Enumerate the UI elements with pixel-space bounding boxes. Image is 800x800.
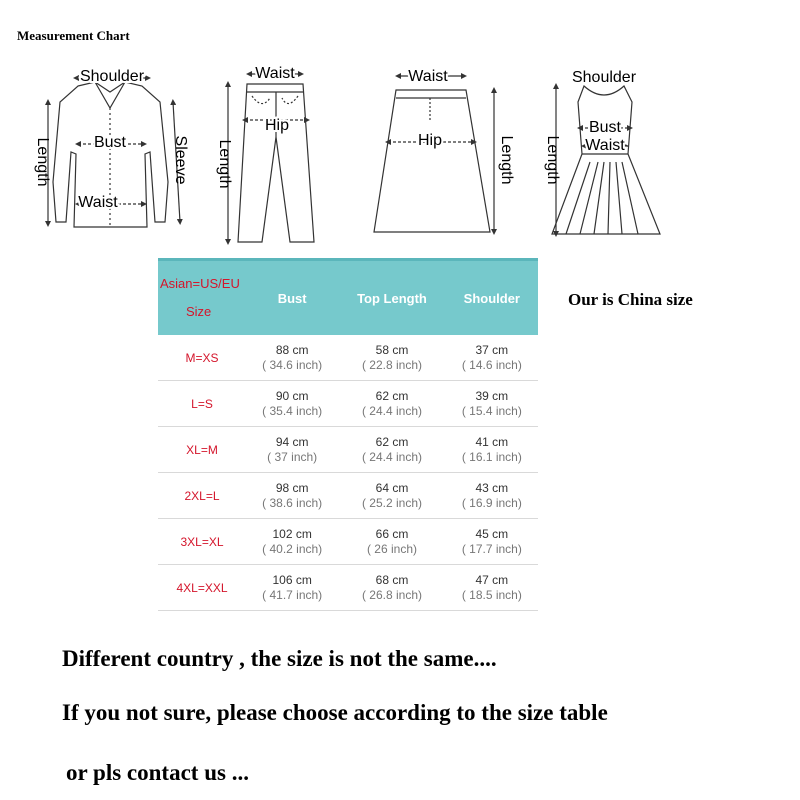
table-row: [158, 473, 538, 519]
bust-inch: ( 41.7 inch): [262, 587, 323, 602]
notice-line-2: If you not sure, please choose according to the size table: [62, 700, 608, 725]
length-inch: ( 22.8 inch): [361, 357, 422, 372]
length-cm: 64 cm: [375, 480, 409, 495]
length-inch: ( 25.2 inch): [361, 495, 422, 510]
skirt-length-label: Length: [498, 135, 515, 185]
length-cell: [338, 381, 445, 427]
skirt-hip-label: Hip: [417, 132, 443, 149]
size-column-header: [158, 260, 246, 336]
china-size-note: Our is China size: [568, 290, 693, 309]
pants-diagram: [228, 74, 314, 242]
length-inch: ( 24.4 inch): [361, 403, 422, 418]
size-cell: L=S: [158, 381, 246, 427]
bust-cm: 90 cm: [275, 388, 309, 403]
length-cell: [338, 519, 445, 565]
length-inch: ( 24.4 inch): [361, 449, 422, 464]
length-cm: 66 cm: [375, 526, 409, 541]
dress-waist-label: Waist: [585, 137, 625, 154]
pants-hip-label: Hip: [264, 117, 290, 134]
size-table: [158, 258, 538, 611]
shoulder-cm: 37 cm: [475, 342, 509, 357]
table-row: [158, 335, 538, 381]
bust-cm: 94 cm: [275, 434, 309, 449]
table-row: [158, 427, 538, 473]
size-cell: 4XL=XXL: [158, 565, 246, 611]
top-length-column-header: Top Length: [338, 260, 445, 336]
length-inch: ( 26 inch): [366, 541, 417, 556]
bust-inch: ( 40.2 inch): [262, 541, 323, 556]
length-cm: 62 cm: [375, 434, 409, 449]
bust-cm: 98 cm: [275, 480, 309, 495]
notice-line-3: or pls contact us ...: [66, 760, 249, 785]
pants-length-label: Length: [216, 139, 233, 189]
bust-cm: 88 cm: [275, 342, 309, 357]
length-cell: [338, 473, 445, 519]
bust-inch: ( 37 inch): [267, 449, 318, 464]
shoulder-cell: [446, 565, 538, 611]
skirt-waist-label: Waist: [408, 68, 448, 85]
dress-diagram: [552, 78, 660, 234]
length-cm: 62 cm: [375, 388, 409, 403]
dress-bust-label: Bust: [588, 119, 622, 136]
size-header-line2: Size: [186, 304, 212, 319]
shirt-waist-label: Waist: [78, 194, 118, 211]
bust-cm: 106 cm: [272, 572, 312, 587]
shoulder-inch: ( 18.5 inch): [461, 587, 522, 602]
shoulder-cell: [446, 427, 538, 473]
size-cell: XL=M: [158, 427, 246, 473]
shirt-length-label: Length: [34, 137, 51, 187]
shoulder-cm: 47 cm: [475, 572, 509, 587]
shoulder-cm: 39 cm: [475, 388, 509, 403]
bust-cell: [246, 473, 338, 519]
shoulder-cell: [446, 335, 538, 381]
length-cm: 68 cm: [375, 572, 409, 587]
bust-cell: [246, 427, 338, 473]
page-title: Measurement Chart: [17, 28, 130, 43]
notice-line-1: Different country , the size is not the same....: [62, 646, 497, 671]
dress-shoulder-label: Shoulder: [571, 69, 637, 86]
pants-waist-label: Waist: [255, 65, 295, 82]
shirt-bust-label: Bust: [93, 134, 127, 151]
shoulder-cell: [446, 519, 538, 565]
dress-length-label: Length: [544, 135, 561, 185]
shoulder-column-header: Shoulder: [446, 260, 538, 336]
table-row: [158, 381, 538, 427]
size-cell: 2XL=L: [158, 473, 246, 519]
bust-column-header: Bust: [246, 260, 338, 336]
size-cell: M=XS: [158, 335, 246, 381]
shoulder-cm: 43 cm: [475, 480, 509, 495]
bust-cell: [246, 565, 338, 611]
bust-cm: 102 cm: [272, 526, 312, 541]
length-cell: [338, 427, 445, 473]
shoulder-cm: 41 cm: [475, 434, 509, 449]
length-cm: 58 cm: [375, 342, 409, 357]
size-header-line1: Asian=US/EU: [160, 276, 240, 291]
bust-inch: ( 38.6 inch): [262, 495, 323, 510]
length-cell: [338, 335, 445, 381]
bust-cell: [246, 519, 338, 565]
bust-cell: [246, 381, 338, 427]
table-header-row: [158, 260, 538, 336]
shoulder-cm: 45 cm: [475, 526, 509, 541]
size-cell: 3XL=XL: [158, 519, 246, 565]
bust-inch: ( 34.6 inch): [262, 357, 323, 372]
table-row: [158, 519, 538, 565]
shoulder-inch: ( 15.4 inch): [461, 403, 522, 418]
bust-cell: [246, 335, 338, 381]
skirt-diagram: [374, 76, 494, 232]
length-cell: [338, 565, 445, 611]
shoulder-inch: ( 14.6 inch): [461, 357, 522, 372]
length-inch: ( 26.8 inch): [361, 587, 422, 602]
bust-inch: ( 35.4 inch): [262, 403, 323, 418]
table-row: [158, 565, 538, 611]
shirt-shoulder-label: Shoulder: [79, 68, 145, 85]
shoulder-cell: [446, 473, 538, 519]
shoulder-inch: ( 16.9 inch): [461, 495, 522, 510]
shoulder-cell: [446, 381, 538, 427]
shoulder-inch: ( 17.7 inch): [461, 541, 522, 556]
shoulder-inch: ( 16.1 inch): [461, 449, 522, 464]
garment-diagrams: [0, 62, 800, 252]
shirt-sleeve-label: Sleeve: [172, 135, 189, 185]
